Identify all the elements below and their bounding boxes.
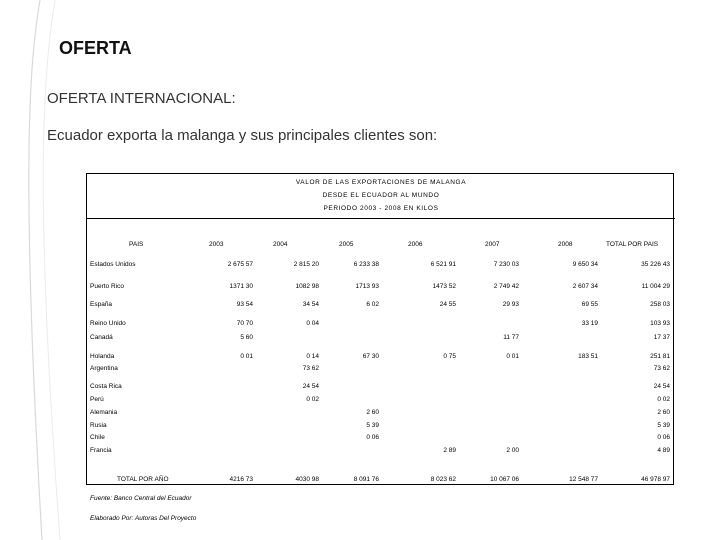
- col-header: 2005: [339, 241, 354, 248]
- row-label: Francia: [90, 447, 112, 454]
- row-label: Puerto Rico: [90, 283, 124, 290]
- cell-value: 251 81: [650, 353, 670, 360]
- table-heading-line-3: PERIODO 2003 - 2008 EN KILOS: [323, 205, 439, 212]
- col-header: 2004: [273, 241, 288, 248]
- cell-value: 2 89: [443, 447, 456, 454]
- row-label: España: [90, 301, 113, 308]
- cell-value: 73 62: [302, 365, 319, 372]
- cell-value: 2 607 34: [572, 283, 598, 290]
- col-header: TOTAL POR PAIS: [606, 241, 659, 248]
- cell-value: 2 749 42: [493, 283, 519, 290]
- cell-value: 2 60: [366, 409, 379, 416]
- cell-value: 0 04: [306, 320, 319, 327]
- cell-value: 9 650 34: [572, 261, 598, 268]
- cell-value: 17 37: [653, 334, 670, 341]
- row-label: Canadá: [90, 334, 113, 341]
- cell-value: 34 54: [302, 301, 319, 308]
- row-label: Holanda: [90, 353, 115, 360]
- cell-value: 183 51: [578, 353, 598, 360]
- cell-value: 1082 98: [295, 283, 319, 290]
- col-header: 2003: [209, 241, 224, 248]
- cell-value: 1473 52: [432, 283, 456, 290]
- row-label: Perú: [90, 396, 104, 403]
- col-header: 2006: [408, 241, 423, 248]
- cell-value: 5 60: [240, 334, 253, 341]
- cell-value: 2 675 57: [227, 261, 253, 268]
- cell-value: 24 54: [653, 383, 670, 390]
- cell-value: 103 93: [650, 320, 670, 327]
- row-label: Alemania: [90, 409, 118, 416]
- cell-value: 7 230 03: [493, 261, 519, 268]
- cell-value: 93 54: [236, 301, 253, 308]
- cell-value: 4030 98: [295, 476, 319, 483]
- slide-intro: Ecuador exporta la malanga y sus principales clientes son:: [47, 127, 438, 144]
- cell-value: 10 067 06: [490, 476, 519, 483]
- cell-value: 0 14: [306, 353, 319, 360]
- row-label: Estados Unidos: [90, 261, 136, 268]
- cell-value: 11 77: [503, 334, 519, 341]
- table-heading-line-1: VALOR DE LAS EXPORTACIONES DE MALANGA: [295, 179, 467, 186]
- cell-value: 2 00: [506, 447, 519, 454]
- cell-value: 8 091 76: [353, 476, 379, 483]
- cell-value: 0 06: [657, 434, 670, 441]
- cell-value: 35 226 43: [641, 261, 670, 268]
- cell-value: 11 004 29: [641, 283, 670, 290]
- col-header: 2007: [485, 241, 500, 248]
- row-label: Rusia: [90, 422, 107, 429]
- cell-value: 12 548 77: [569, 476, 598, 483]
- row-label: Argentina: [90, 365, 118, 372]
- table-heading-line-2: DESDE EL ECUADOR AL MUNDO: [322, 192, 440, 199]
- cell-value: 33 19: [581, 320, 598, 327]
- cell-value: 46 978 97: [641, 476, 670, 483]
- table-divider: [87, 218, 675, 219]
- cell-value: 8 023 62: [430, 476, 456, 483]
- col-header: PAIS: [129, 241, 144, 248]
- cell-value: 2 815 20: [293, 261, 319, 268]
- cell-value: 0 06: [366, 434, 379, 441]
- table-source: Fuente: Banco Central del Ecuador: [90, 495, 192, 502]
- col-header: 2008: [558, 241, 573, 248]
- table-author: Elaborado Por: Autoras Del Proyecto: [90, 515, 197, 522]
- cell-value: 4216 73: [229, 476, 253, 483]
- row-label: Chile: [90, 434, 105, 441]
- cell-value: 6 02: [366, 301, 379, 308]
- cell-value: 5 39: [366, 422, 379, 429]
- cell-value: 258 03: [650, 301, 670, 308]
- exports-table: [86, 173, 674, 522]
- cell-value: 29 93: [502, 301, 519, 308]
- cell-value: 67 30: [362, 353, 379, 360]
- cell-value: 24 54: [302, 383, 319, 390]
- cell-value: 73 62: [653, 365, 670, 372]
- row-label: TOTAL POR AÑO: [117, 476, 169, 483]
- cell-value: 1371 30: [229, 283, 253, 290]
- row-label: Reino Unido: [90, 320, 126, 327]
- cell-value: 0 01: [506, 353, 519, 360]
- slide-subtitle: OFERTA INTERNACIONAL:: [47, 90, 236, 107]
- cell-value: 69 55: [581, 301, 598, 308]
- row-label: Costa Rica: [90, 383, 122, 390]
- cell-value: 4 89: [657, 447, 670, 454]
- cell-value: 5 39: [657, 422, 670, 429]
- cell-value: 0 75: [443, 353, 456, 360]
- cell-value: 2 60: [657, 409, 670, 416]
- cell-value: 1713 93: [355, 283, 379, 290]
- cell-value: 0 02: [657, 396, 670, 403]
- cell-value: 6 233 38: [353, 261, 379, 268]
- cell-value: 6 521 91: [430, 261, 456, 268]
- cell-value: 0 02: [306, 396, 319, 403]
- slide-title: OFERTA: [59, 38, 132, 58]
- cell-value: 0 01: [240, 353, 253, 360]
- cell-value: 24 55: [439, 301, 456, 308]
- cell-value: 70 70: [236, 320, 253, 327]
